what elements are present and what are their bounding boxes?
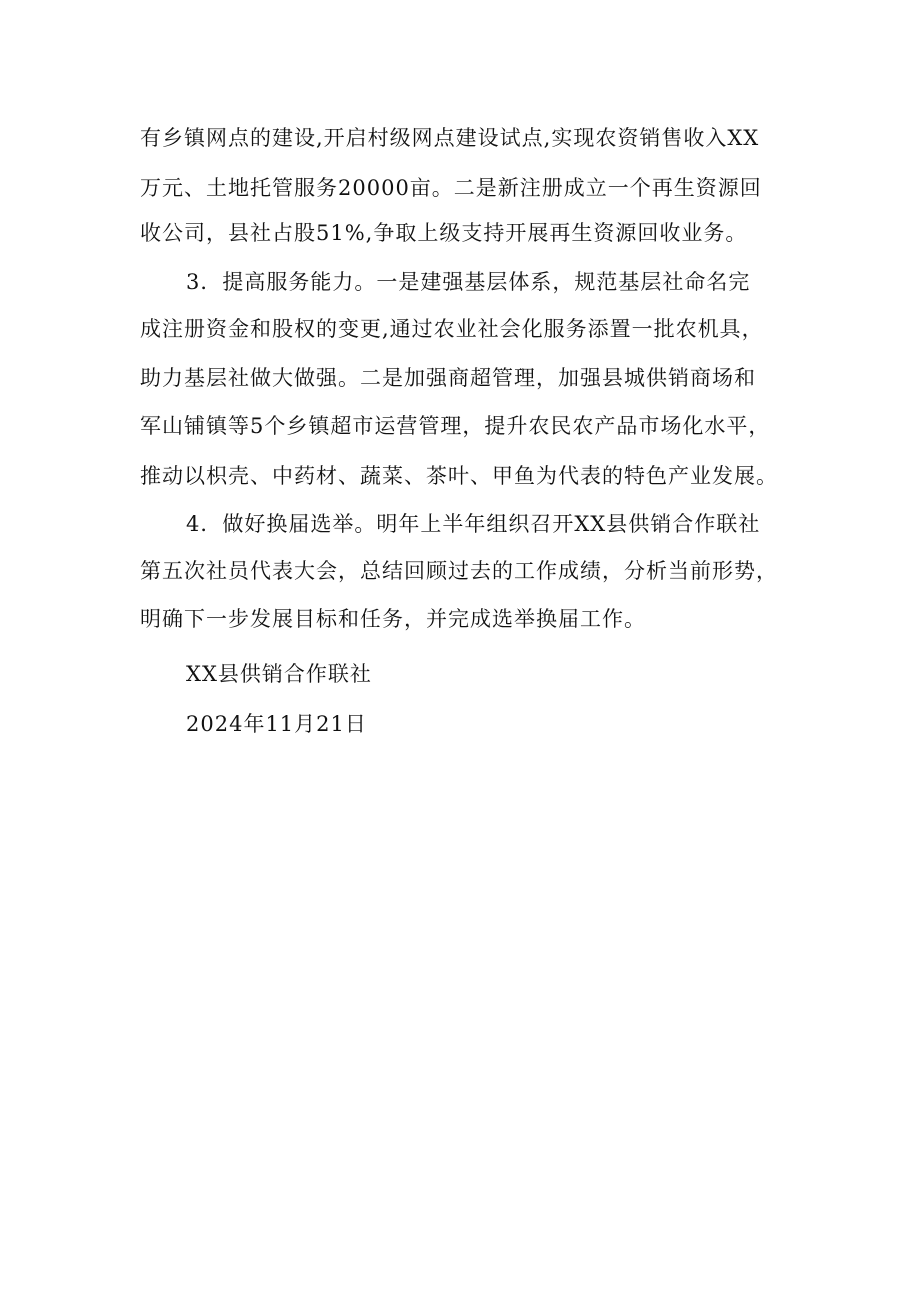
paragraph-3-line-1: 4．做好换届选举。明年上半年组织召开XX县供销合作联社 bbox=[186, 512, 761, 536]
paragraph-2-line-1: 3．提高服务能力。一是建强基层体系，规范基层社命名完 bbox=[186, 270, 751, 294]
signature-organization: XX县供销合作联社 bbox=[186, 662, 372, 686]
paragraph-3-line-2: 第五次社员代表大会，总结回顾过去的工作成绩，分析当前形势， bbox=[140, 559, 778, 583]
paragraph-1-line-1: 有乡镇网点的建设,开启村级网点建设试点,实现农资销售收入XX bbox=[140, 126, 760, 150]
paragraph-3-line-3: 明确下一步发展目标和任务，并完成选举换届工作。 bbox=[140, 607, 646, 631]
paragraph-2-line-4: 军山铺镇等5个乡镇超市运营管理，提升农民农产品市场化水平， bbox=[140, 414, 771, 438]
signature-date: 2024年11月21日 bbox=[186, 712, 367, 736]
paragraph-1-line-3: 收公司，县社占股51%,争取上级支持开展再生资源回收业务。 bbox=[140, 221, 748, 245]
paragraph-1-line-2: 万元、土地托管服务20000亩。二是新注册成立一个再生资源回 bbox=[140, 176, 762, 200]
paragraph-2-line-5: 推动以枳壳、中药材、蔬菜、茶叶、甲鱼为代表的特色产业发展。 bbox=[140, 464, 778, 488]
paragraph-2-line-3: 助力基层社做大做强。二是加强商超管理，加强县城供销商场和 bbox=[140, 366, 756, 390]
paragraph-2-line-2: 成注册资金和股权的变更,通过农业社会化服务添置一批农机具， bbox=[140, 317, 764, 341]
